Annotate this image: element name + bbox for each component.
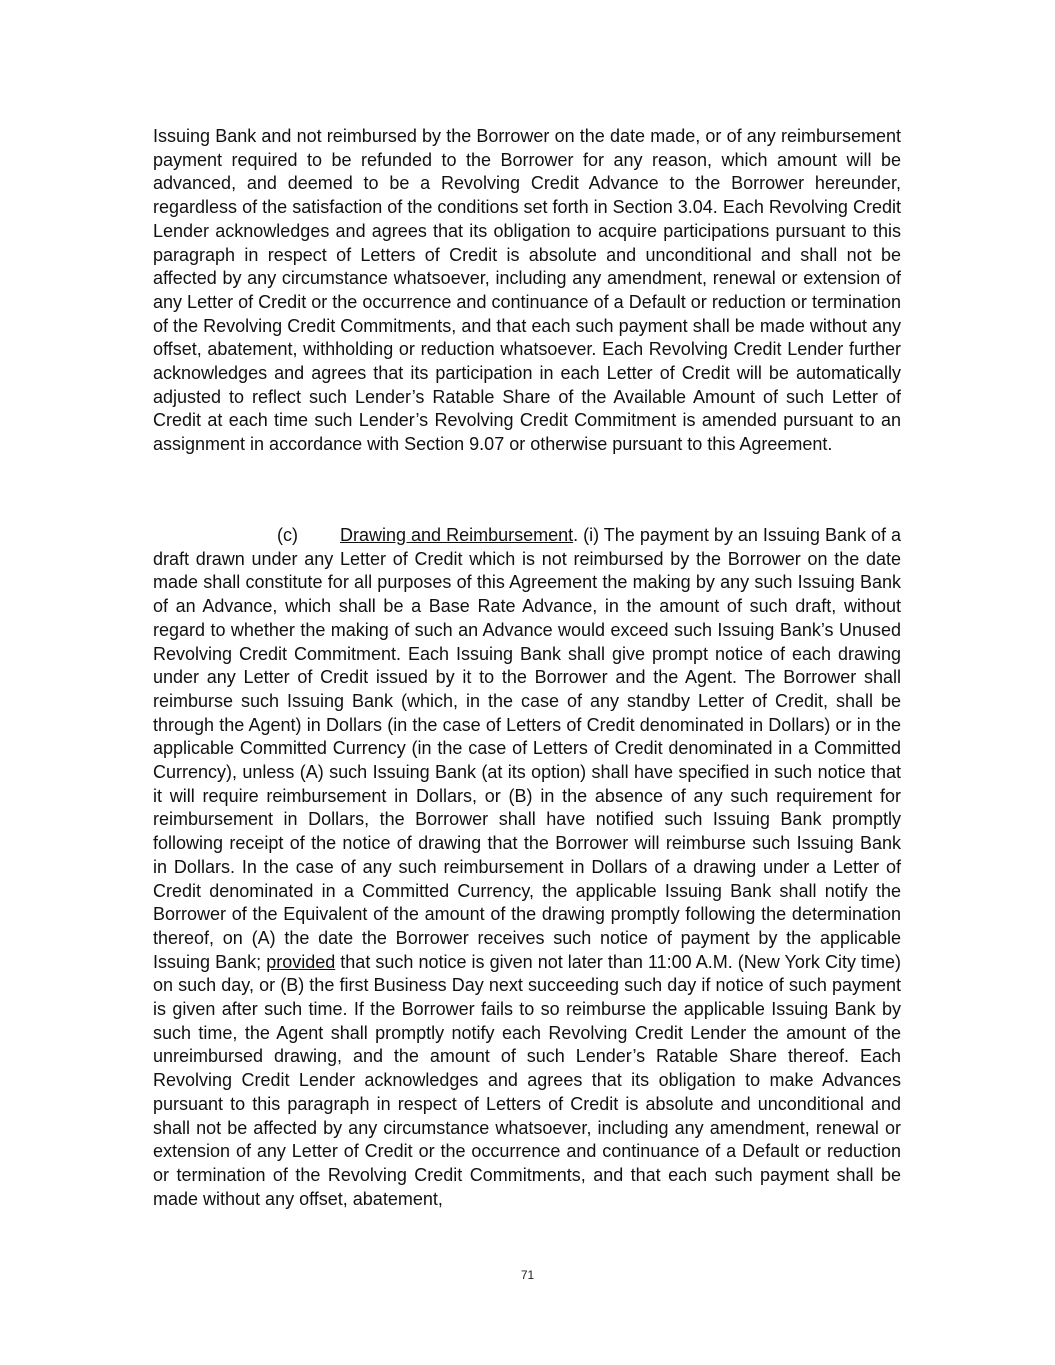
provided-term: provided	[266, 951, 336, 972]
section-label: (c)	[277, 525, 298, 545]
page-number: 71	[520, 1268, 535, 1282]
section-heading: Drawing and Reimbursement	[340, 525, 574, 545]
section-text-part2: that such notice is given not later than 11:00 A.M. (New York City time) on such day, or (B) the first Business Day next succeeding such day if notice of such payment is given after such time. If the Borrower fails to so reimburse the applicable Issuing Bank by such time, the Agent shall promptly notify each Revolving Credit Lender the amount of the unreimbursed drawing, and the amount of such Lender’s Ratable Share thereof. Each Revolving Credit Lender acknowledges and agrees that its obligation to make Advances pursuant to this paragraph in respect of Letters of Credit is absolute and unconditional and shall not be affected by any circumstance whatsoever, including any amendment, renewal or extension of any Letter of Credit or the occurrence and continuance of a Default or reduction or termination of the Revolving Credit Commitments, and that each such payment shall be made without any offset, abatement,	[153, 951, 901, 1209]
paragraph-continued: Issuing Bank and not reimbursed by the Borrower on the date made, or of any reimbursement payment required to be refunded to the Borrower for any reason, which amount will be advanced, and deemed to be a Revolving Credit Advance to the Borrower hereunder, regardless of the satisfaction of the conditions set forth in Section 3.04. Each Revolving Credit Lender acknowledges and agrees that its obligation to acquire participations pursuant to this paragraph in respect of Letters of Credit is absolute and unconditional and shall not be affected by any circumstance whatsoever, including any amendment, renewal or extension of any Letter of Credit or the occurrence and continuance of a Default or reduction or termination of the Revolving Credit Commitments, and that each such payment shall be made without any offset, abatement, withholding or reduction whatsoever. Each Revolving Credit Lender further acknowledges and agrees that its participation in each Letter of Credit will be automatically adjusted to reflect such Lender’s Ratable Share of the Available Amount of such Letter of Credit at each time such Lender’s Revolving Credit Commitment is amended pursuant to an assignment in accordance with Section 9.07 or otherwise pursuant to this Agreement.	[153, 126, 901, 455]
section-c-paragraph	[153, 524, 901, 1211]
section-text-part1: . (i) The payment by an Issuing Bank of a draft drawn under any Letter of Credit which is not reimbursed by the Borrower on the date made shall constitute for all purposes of this Agreement the making by any such Issuing Bank of an Advance, which shall be a Base Rate Advance, in the amount of such draft, without regard to whether the making of such an Advance would exceed such Issuing Bank’s Unused Revolving Credit Commitment. Each Issuing Bank shall give prompt notice of each drawing under any Letter of Credit issued by it to the Borrower and the Agent. The Borrower shall reimburse such Issuing Bank (which, in the case of any standby Letter of Credit, shall be through the Agent) in Dollars (in the case of Letters of Credit denominated in Dollars) or in the applicable Committed Currency (in the case of Letters of Credit denominated in a Committed Currency), unless (A) such Issuing Bank (at its option) shall have specified in such notice that it will require reimbursement in Dollars, or (B) in the absence of any such requirement for reimbursement in Dollars, the Borrower shall have notified such Issuing Bank promptly following receipt of the notice of drawing that the Borrower will reimburse such Issuing Bank in Dollars. In the case of any such reimbursement in Dollars of a drawing under a Letter of Credit denominated in a Committed Currency, the applicable Issuing Bank shall notify the Borrower of the Equivalent of the amount of the drawing promptly following the determination thereof, on (A) the date the Borrower receives such notice of payment by the applicable Issuing Bank;	[153, 525, 902, 972]
